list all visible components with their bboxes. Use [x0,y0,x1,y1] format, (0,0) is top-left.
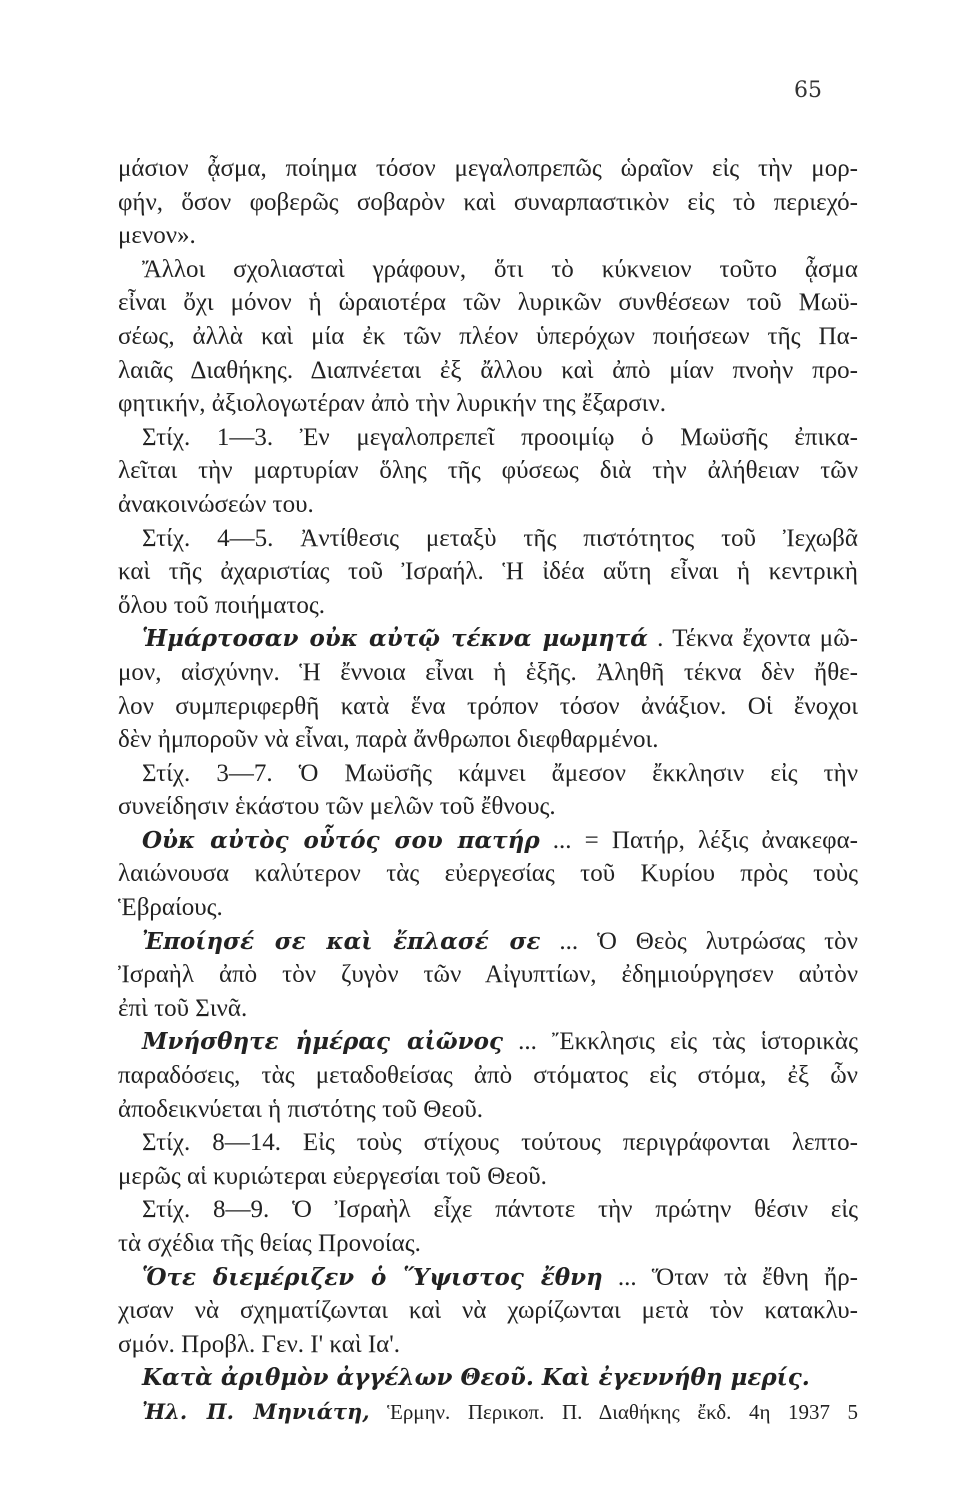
line-text: ὅλου τοῦ ποιήματος. [118,591,326,619]
bold-lemma: Κατὰ ἀριθμὸν ἀγγέλων Θεοῦ. Καὶ ἐγεννήθη μερίς. [142,1364,810,1392]
text-line [118,1227,858,1261]
line-text: λον συμπεριφερθῆ κατὰ ἕνα τρόπον τόσον ἀνάξιον. Οἱ ἔνοχοι [118,692,858,720]
text-line [118,1193,858,1227]
line-text: καὶ τῆς ἀχαριστίας τοῦ Ἰσραήλ. Ἡ ἰδέα αὕτη εἶναι ἡ κεντρικὴ [118,558,858,586]
line-text: ἐπὶ τοῦ Σινᾶ. [118,994,248,1022]
text-line [118,488,858,522]
text-line [118,1328,858,1362]
text-line [118,757,858,791]
line-text: μάσιον ᾆσμα, ποίημα τόσον μεγαλοπρεπῶς ὡραῖον εἰς τὴν μορ- [118,155,858,182]
line-text: μον, αἰσχύνην. Ἡ ἔννοια εἶναι ἡ ἑξῆς. Ἀληθῆ τέκνα δὲν ἤθε- [118,658,858,686]
text-line [118,1025,858,1059]
text-line [118,690,858,724]
line-text: συνείδησιν ἑκάστου τῶν μελῶν τοῦ ἔθνους. [118,793,556,821]
text-line [118,320,858,354]
line-text: λεῖται τὴν μαρτυρίαν ὅλης τῆς φύσεως διὰ τὴν ἀλήθειαν τῶν [118,457,858,485]
line-text: λαιώνουσα καλύτερον τὰς εὐεργεσίας τοῦ Κυρίου πρὸς τοὺς [118,860,858,888]
text-line [118,790,858,824]
line-text: μενον». [118,222,196,250]
text-line [118,589,858,623]
bold-lemma: Ἐποίησέ σε καὶ ἔπλασέ σε [142,927,541,955]
body-text [118,152,858,1430]
text-line [118,656,858,690]
line-text: σέως, ἀλλὰ καὶ μία ἐκ τῶν πλέον ὑπερόχων ποιήσεων τῆς Πα- [118,322,858,350]
text-line [118,555,858,589]
text-line [118,354,858,388]
text-line [118,1261,858,1295]
line-text: Στίχ. 1—3. Ἐν μεγαλοπρεπεῖ προοιμίῳ ὁ Μωϋσῆς ἐπικα- [142,423,858,451]
text-line [118,286,858,320]
line-text: φητικήν, ἀξιολογωτέραν ἀπὸ τὴν λυρικήν της ἔξαρσιν. [118,390,666,418]
text-line [118,454,858,488]
line-text: ... = Πατήρ, λέξις ἀνακεφα- [539,826,858,854]
text-line [118,253,858,287]
line-text: μερῶς αἱ κυριώτεραι εὐεργεσίαι τοῦ Θεοῦ. [118,1162,547,1190]
bold-lemma: Οὐκ αὐτὸς οὗτός σου πατήρ [142,826,540,854]
text-line [118,824,858,858]
line-text: ἀποδεικνύεται ἡ πιστότης τοῦ Θεοῦ. [118,1095,483,1123]
footer-sheet: 5 [847,1399,858,1424]
line-text: Ἄλλοι σχολιασταὶ γράφουν, ὅτι τὸ κύκνειον τοῦτο ᾆσμα [142,255,858,283]
text-line [118,723,858,757]
text-line [118,387,858,421]
text-line [118,1294,858,1328]
text-line [118,925,858,959]
line-text: Στίχ. 8—14. Εἰς τοὺς στίχους τούτους περιγράφονται λεπτο- [142,1129,858,1157]
footer-author: Ἠλ. Π. Μηνιάτη, [142,1398,370,1424]
line-text: παραδόσεις, τὰς μεταδοθείσας ἀπὸ στόματος εἰς στόμα, ἐξ ὧν [118,1062,858,1090]
line-text: Ἰσραὴλ ἀπὸ τὸν ζυγὸν τῶν Αἰγυπτίων, ἐδημιούργησεν αὐτὸν [118,961,858,989]
text-line [118,152,858,186]
line-text: . Τέκνα ἔχοντα μῶ- [647,625,858,653]
bold-lemma: Ἡμάρτοσαν οὐκ αὐτῷ τέκνα μωμητά [142,625,648,653]
line-text: σμόν. Προβλ. Γεν. Ι' καὶ Ια'. [118,1330,401,1358]
text-line [118,622,858,656]
text-line [118,1160,858,1194]
text-line [118,857,858,891]
bold-lemma: Ὅτε διεμέριζεν ὁ Ὕψιστος ἔθνη [142,1263,603,1291]
line-text: Στίχ. 3—7. Ὁ Μωϋσῆς κάμνει ἄμεσον ἔκκλησιν εἰς τὴν [142,759,858,787]
line-text: δὲν ἠμποροῦν νὰ εἶναι, παρὰ ἄνθρωποι διεφθαρμένοι. [118,726,659,754]
text-line [118,1126,858,1160]
text-line [118,992,858,1026]
text-line [118,186,858,220]
line-text: Ἑβραίους. [118,894,223,922]
text-line [118,1059,858,1093]
line-text: ... Ἔκκλησις εἰς τὰς ἱστορικὰς [502,1028,858,1056]
text-line [118,421,858,455]
line-text: ... Ὁ Θεὸς λυτρώσας τὸν [540,927,858,955]
text-line [118,522,858,556]
bold-lemma: Μνήσθητε ἡμέρας αἰῶνος [142,1028,503,1056]
line-text: φήν, ὅσον φοβερῶς σοβαρὸν καὶ συναρπαστικὸν εἰς τὸ περιεχό- [118,188,858,216]
text-line [118,958,858,992]
line-text: Στίχ. 8—9. Ὁ Ἰσραὴλ εἶχε πάντοτε τὴν πρώτην θέσιν εἰς [142,1196,858,1224]
text-line [118,891,858,925]
text-line [118,219,858,253]
page-number: 65 [794,78,822,103]
text-line [118,1093,858,1127]
footer-title: Ἑρμην. Περικοπ. Π. Διαθήκης ἔκδ. 4η 1937 [369,1399,848,1424]
line-text: εἶναι ὄχι μόνον ἡ ὡραιοτέρα τῶν λυρικῶν συνθέσεων τοῦ Μωϋ- [118,289,858,317]
footer-signature [118,1395,858,1430]
line-text: ... Ὅταν τὰ ἔθνη ἤρ- [602,1263,858,1291]
line-text: τὰ σχέδια τῆς θείας Προνοίας. [118,1230,421,1257]
line-text: ἀνακοινώσεών του. [118,490,314,518]
line-text: χισαν νὰ σχηματίζωνται καὶ νὰ χωρίζωνται μετὰ τὸν κατακλυ- [118,1297,858,1325]
last-heading [118,1361,858,1395]
line-text: λαιᾶς Διαθήκης. Διαπνέεται ἐξ ἄλλου καὶ ἀπὸ μίαν πνοὴν προ- [118,356,858,384]
line-text: Στίχ. 4—5. Ἀντίθεσις μεταξὺ τῆς πιστότητος τοῦ Ἰεχωβᾶ [142,524,858,552]
